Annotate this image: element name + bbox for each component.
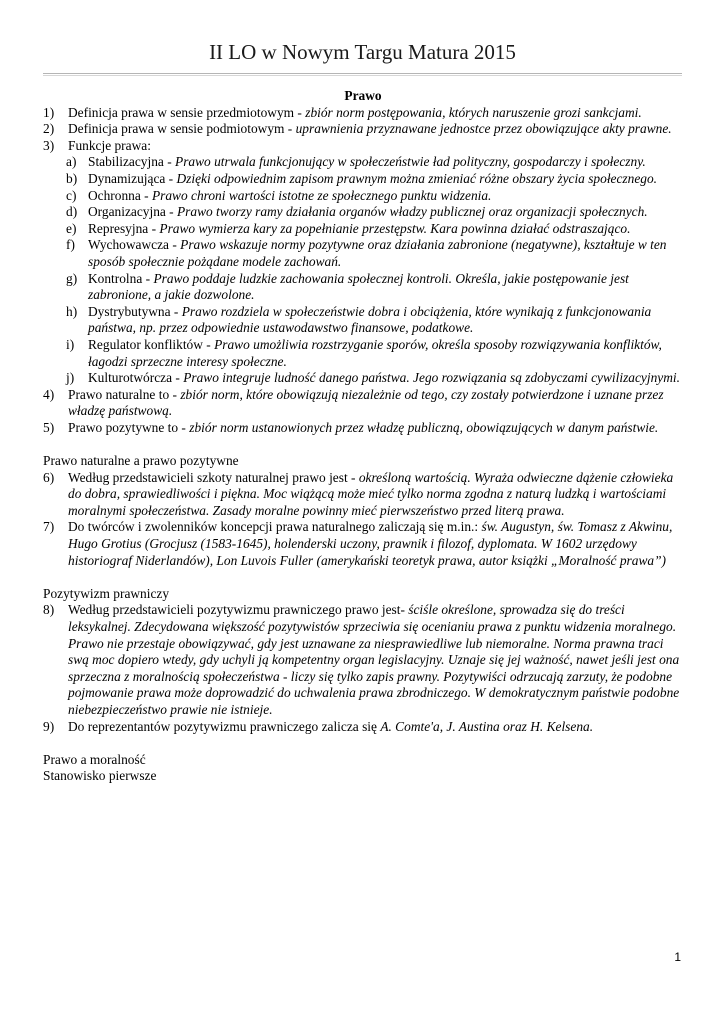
list-item [43, 138, 683, 155]
subsection-heading: Stanowisko pierwsze [43, 768, 157, 784]
item-term: Według przedstawicieli szkoty naturalnej prawo jest - [68, 469, 359, 485]
item-definition: ściśle określone, sprowadza się do treści leksykalnej. Zdecydowana większość pozytywistów sprzeciwia się ocenianiu prawa z punktu widzenia moralnego. Prawo nie przestaje obowiązywać, gdy jest uznawane za niesprawiedliwe lub niemoralne. Norma prawna traci swą moc dopiero wtedy, gdy uchyli ją kompetentny organ legislacyjny. Uznaje się jej ważność, nawet jeśli jest ona sprzeczna z moralnością społeczeństwa - liczy się tylko zapis prawny. Pozytywiści odrzucają zarzuty, że podobne pojmowanie prawa może doprowadzić do uchwalenia prawa zbrodniczego. W demokratycznym państwie podobne niebezpieczeństwo prawie nie istnieje. [68, 602, 680, 717]
spacer [43, 569, 683, 586]
item-term: Definicja prawa w sensie podmiotowym - [68, 121, 296, 137]
item-definition: Prawo wymierza kary za popełnianie przestępstw. Kara powinna działać odstraszająco. [159, 220, 631, 236]
list-item [43, 719, 683, 736]
item-letter: d) [66, 204, 78, 220]
item-term: Dynamizująca - [88, 170, 177, 186]
spacer [43, 735, 683, 752]
natural-law-list [43, 470, 683, 570]
function-item [43, 221, 683, 238]
item-letter: b) [66, 170, 78, 186]
section-heading-legal-positivism: Pozytywizm prawniczy [43, 585, 170, 601]
item-definition: zbiór norm postępowania, których naruszenie grozi sankcjami. [305, 104, 642, 120]
page-number: 1 [674, 950, 681, 964]
item-letter: a) [66, 154, 77, 170]
item-definition: uprawnienia przyznawane jednostce przez obowiązujące akty prawne. [295, 121, 672, 137]
legal-positivism-list [43, 602, 683, 735]
item-letter: j) [66, 370, 75, 386]
item-definition: określoną wartością. Wyraża odwieczne dążenie człowieka do dobra, sprawiedliwości i piękna. Moc wiążącą może mieć tylko norma zgodna z naturą ludzką i wartościami moralnymi społeczeństwa. Zasady moralne powinny mieć pierwszeństwo przed literą prawa. [68, 469, 674, 518]
item-letter: f) [66, 237, 75, 253]
function-item [43, 271, 683, 304]
item-term: Represyjna - [88, 220, 160, 236]
header-divider [43, 73, 682, 76]
item-letter: e) [66, 220, 77, 236]
item-number: 1) [43, 104, 55, 120]
item-term: Dystrybutywna - [88, 303, 182, 319]
item-definition: Prawo utrwala funkcjonujący w społeczeństwie ład polityczny, gospodarczy i społeczny. [175, 154, 646, 170]
item-definition: Prawo rozdziela w społeczeństwie dobra i obciążenia, które wynikają z funkcjonowania państwa, np. przez odpowiednie ustawodawstwo finansowe, podatkowe. [88, 303, 652, 336]
item-definition: zbiór norm ustanowionych przez władzę publiczną, obowiązujących w danym państwie. [189, 419, 659, 435]
function-item [43, 337, 683, 370]
item-term: Prawo pozytywne to - [68, 419, 190, 435]
item-number: 2) [43, 121, 55, 137]
spacer [43, 436, 683, 453]
function-item [43, 204, 683, 221]
section-heading-natural-vs-positive: Prawo naturalne a prawo pozytywne [43, 453, 239, 469]
item-number: 4) [43, 386, 55, 402]
item-definition: Prawo tworzy ramy działania organów władzy publicznej oraz organizacji społecznych. [176, 204, 648, 220]
item-term: Regulator konfliktów - [88, 336, 215, 352]
item-term: Kulturotwórcza - [88, 370, 184, 386]
list-item [43, 470, 683, 520]
item-term: Stabilizacyjna - [88, 154, 176, 170]
item-definition: Prawo wskazuje normy pozytywne oraz działania zabronione (negatywne), kształtuje w ten sposób społecznie pożądane modele zachowań. [88, 237, 667, 269]
list-item [43, 387, 683, 420]
list-item [43, 121, 683, 138]
item-number: 5) [43, 419, 55, 435]
item-definition: św. Augustyn, św. Tomasz z Akwinu, Hugo Grotius (Grocjusz (1583-1645), holenderski uczony, prawnik i filozof, dyplomata. W 1602 urzędowy historiograf Niderlandów), Lon Luvois Fuller (amerykański teoretyk prawa, autor książki „Moralność prawa”) [68, 519, 673, 568]
document-title: Prawo [344, 88, 382, 103]
item-definition: zbiór norm, które obowiązują niezależnie od tego, czy zostały potwierdzone i uznane przez władzę państwową. [68, 386, 664, 419]
item-term: Definicja prawa w sensie przedmiotowym - [68, 104, 306, 120]
definitions-list [43, 105, 683, 155]
function-item [43, 370, 683, 387]
item-number: 9) [43, 718, 55, 734]
item-term: Według przedstawicieli pozytywizmu prawniczego prawo jest- [68, 602, 409, 618]
item-term: Organizacyjna - [88, 204, 177, 220]
function-item [43, 237, 683, 270]
item-definition: Prawo umożliwia rozstrzyganie sporów, określa sposoby rozwiązywania konfliktów, łagodzi sprzeczne interesy społeczne. [88, 336, 662, 369]
item-definition: Prawo poddaje ludzkie zachowania społecznej kontroli. Określa, jakie postępowanie jest zabronione, a jakie dozwolone. [88, 270, 629, 303]
item-term: Do twórców i zwolenników koncepcji prawa naturalnego zaliczają się m.in.: [68, 519, 482, 535]
function-item [43, 188, 683, 205]
list-item [43, 105, 683, 122]
page-header: II LO w Nowym Targu Matura 2015 [209, 40, 516, 64]
list-item [43, 420, 683, 437]
item-number: 6) [43, 469, 55, 485]
item-letter: c) [66, 187, 77, 203]
item-term: Ochronna - [88, 187, 152, 203]
item-letter: g) [66, 270, 78, 286]
list-item [43, 602, 683, 718]
item-letter: h) [66, 303, 78, 319]
item-definition: A. Comte'a, J. Austina oraz H. Kelsena. [380, 718, 594, 734]
item-term: Funkcje prawa: [68, 137, 151, 153]
item-letter: i) [66, 336, 75, 352]
item-term: Wychowawcza - [88, 237, 181, 253]
list-item [43, 519, 683, 569]
item-number: 8) [43, 602, 55, 618]
section-heading-law-and-morality: Prawo a moralność [43, 751, 146, 767]
item-definition: Dzięki odpowiednim zapisom prawnym można zmieniać różne obszary życia społecznego. [176, 170, 658, 186]
item-definition: Prawo integruje ludność danego państwa. Jego rozwiązania są zdobyczami cywilizacyjnymi. [183, 370, 680, 386]
law-types-list [43, 387, 683, 437]
function-item [43, 154, 683, 171]
item-term: Kontrolna - [88, 270, 154, 286]
function-item [43, 304, 683, 337]
item-number: 7) [43, 519, 55, 535]
item-definition: Prawo chroni wartości istotne ze społecznego punktu widzenia. [151, 187, 492, 203]
function-item [43, 171, 683, 188]
item-number: 3) [43, 137, 55, 153]
document-body [43, 88, 683, 785]
item-term: Prawo naturalne to - [68, 386, 181, 402]
item-term: Do reprezentantów pozytywizmu prawniczego zalicza się [68, 718, 381, 734]
law-functions-list [43, 154, 683, 386]
